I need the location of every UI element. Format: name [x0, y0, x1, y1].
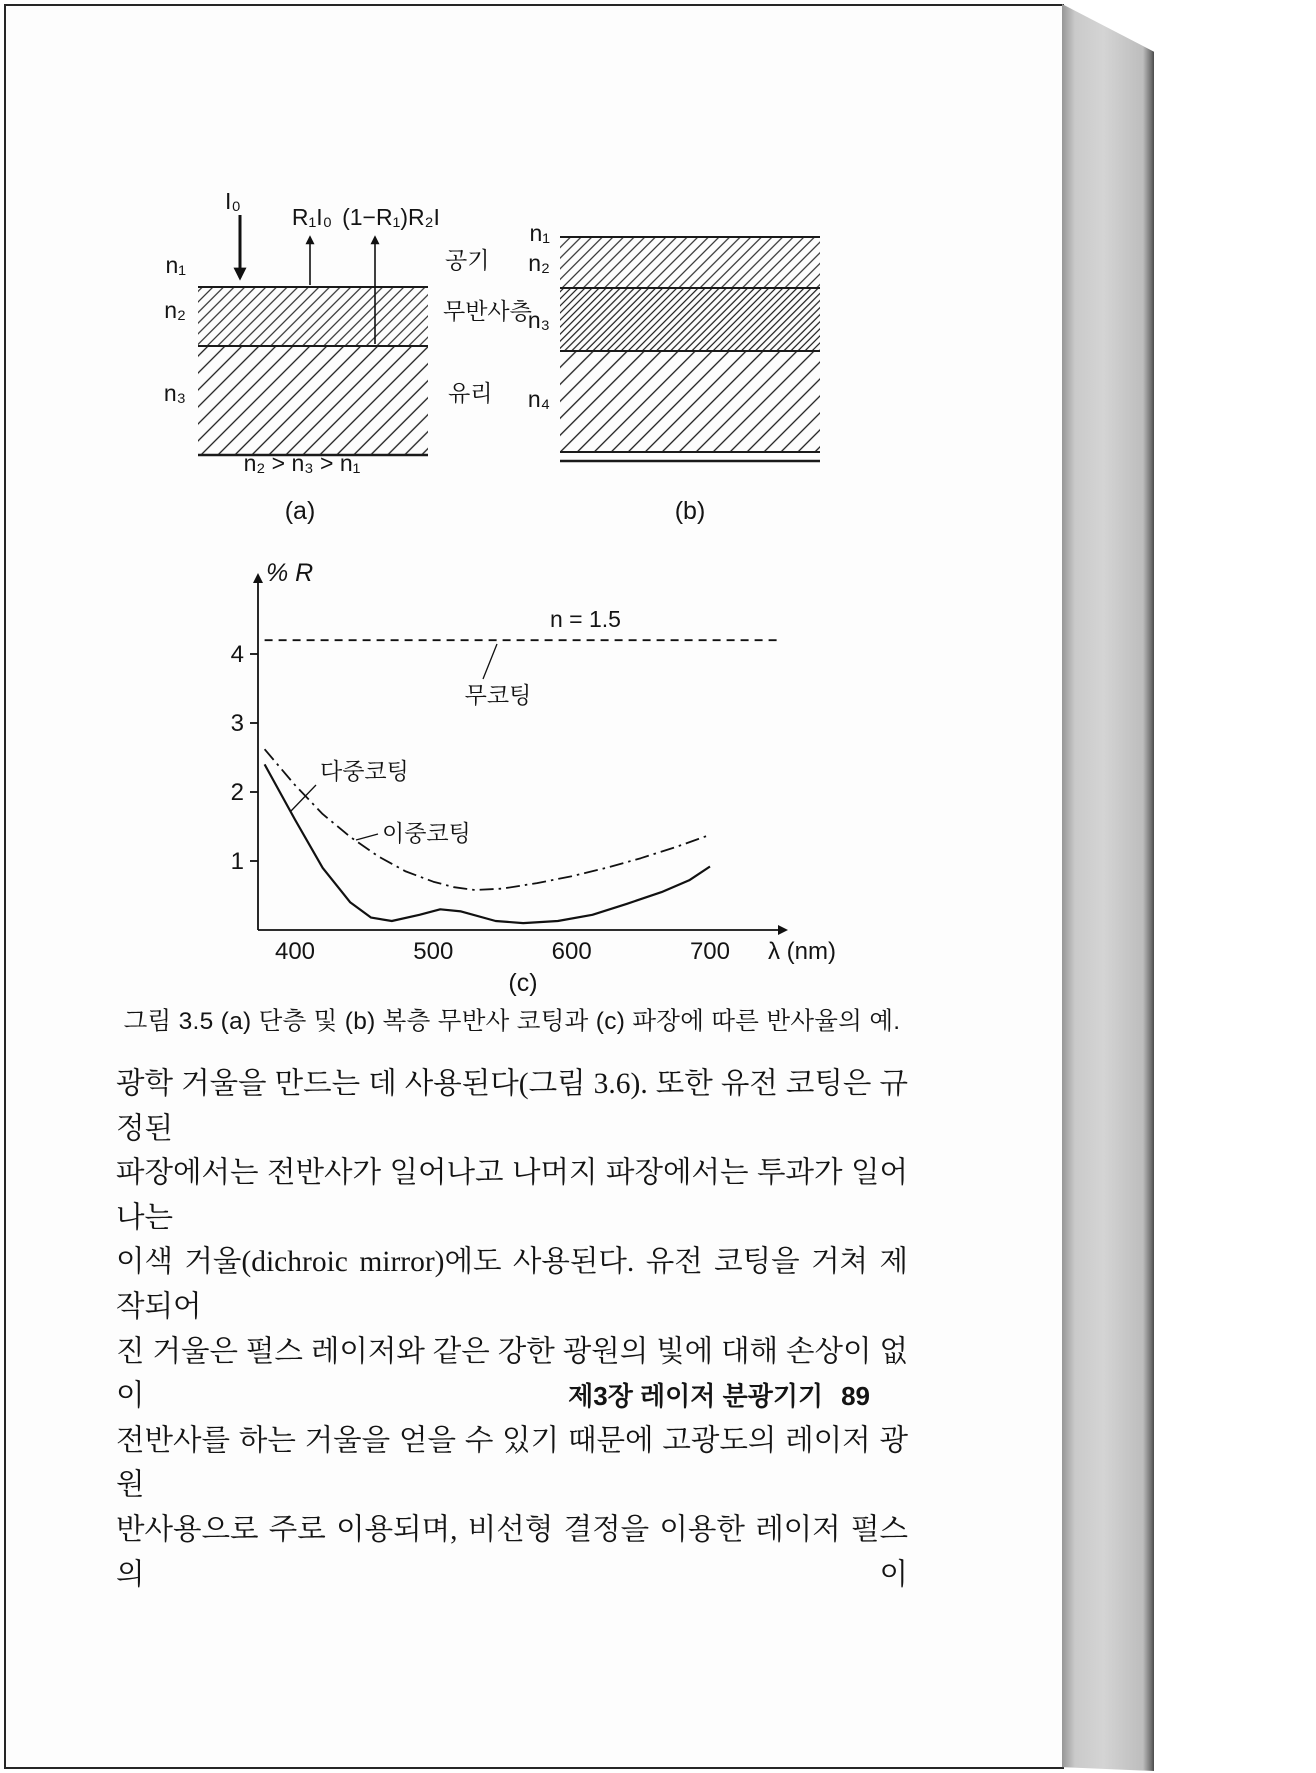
book-page-edge	[1062, 4, 1154, 1771]
index-n2-label-b: n₂	[528, 250, 550, 276]
body-line: 반사용으로 주로 이용되며, 비선형 결정을 이용한 레이저 펄스의 이	[116, 1513, 908, 1591]
x-tick-label: 600	[551, 938, 592, 965]
x-tick-label: 700	[689, 938, 731, 965]
index-n2-label-a: n₂	[164, 297, 186, 323]
x-tick-label: 400	[274, 938, 316, 965]
body-line: 파장에서는 전반사가 일어나고 나머지 파장에서는 투과가 일어나는	[116, 1157, 908, 1234]
sublabel-a: (a)	[284, 497, 316, 525]
y-tick-label: 3	[230, 710, 244, 737]
layer-n4-hatch-b	[560, 352, 820, 452]
glass-label: 유리	[448, 380, 493, 406]
y-tick-label: 4	[230, 641, 244, 668]
uncoated-label: 무코팅	[464, 682, 532, 708]
index-n4-label-b: n₄	[527, 386, 550, 412]
page-footer	[116, 1376, 870, 1413]
reflection2-label: (1−R₁)R₂I	[342, 204, 440, 230]
x-axis-label: λ (nm)	[768, 938, 836, 965]
double-layer-leader-line	[356, 834, 378, 840]
y-tick-label: 1	[230, 848, 244, 875]
uncoated-leader-line	[483, 644, 497, 679]
body-line: 광학 거울을 만드는 데 사용된다(그림 3.6). 또한 유전 코팅은 규정된	[116, 1068, 908, 1145]
x-tick-label: 500	[413, 938, 454, 965]
sublabel-b: (b)	[674, 497, 706, 525]
sublabel-c: (c)	[508, 969, 538, 997]
layer-n2-hatch-b	[560, 237, 820, 287]
ar-coating-diagrams	[140, 185, 860, 535]
page-number: 89	[841, 1381, 870, 1411]
index-n3-label-b: n₃	[527, 307, 550, 333]
index-n1-label-a: n₁	[165, 252, 186, 278]
body-line: 전반사를 하는 거울을 얻을 수 있기 때문에 고광도의 레이저 광원	[116, 1424, 908, 1502]
index-n1-label-b: n₁	[529, 220, 550, 246]
figure-caption: 그림 3.5 (a) 단층 및 (b) 복층 무반사 코팅과 (c) 파장에 따른 반사율의 예.	[123, 1008, 901, 1035]
y-axis-label: % R	[266, 559, 314, 587]
index-n3-label-a: n₃	[163, 380, 186, 406]
glass-layer-hatch-a	[198, 347, 428, 455]
multilayer-leader-line	[291, 785, 316, 811]
y-tick-label: 2	[230, 779, 244, 806]
body-line: 이색 거울(dichroic mirror)에도 사용된다. 유전 코팅을 거쳐 제작되어	[116, 1246, 908, 1323]
multilayer-label: 다중코팅	[320, 758, 409, 784]
double-layer-label: 이중코팅	[382, 820, 471, 846]
coating-label: 무반사층	[443, 298, 532, 324]
body-line: 진 거울은 펄스 레이저와 같은 강한 광원의 빛에 대해 손상이 없이	[116, 1335, 908, 1413]
incident-ray-label: I₀	[225, 188, 241, 214]
body-paragraph	[116, 1062, 908, 1597]
index-relation-label: n₂ > n₃ > n₁	[243, 450, 361, 476]
layer-n3-hatch-b	[560, 289, 820, 351]
reflectance-vs-wavelength-chart	[230, 545, 850, 1015]
series-solid	[265, 764, 710, 923]
chapter-title: 제3장 레이저 분광기기	[568, 1381, 824, 1411]
coating-layer-hatch-a	[198, 287, 428, 345]
reflection1-label: R₁I₀	[291, 204, 333, 230]
index-note-label: n = 1.5	[550, 606, 621, 632]
air-label: 공기	[445, 247, 490, 273]
